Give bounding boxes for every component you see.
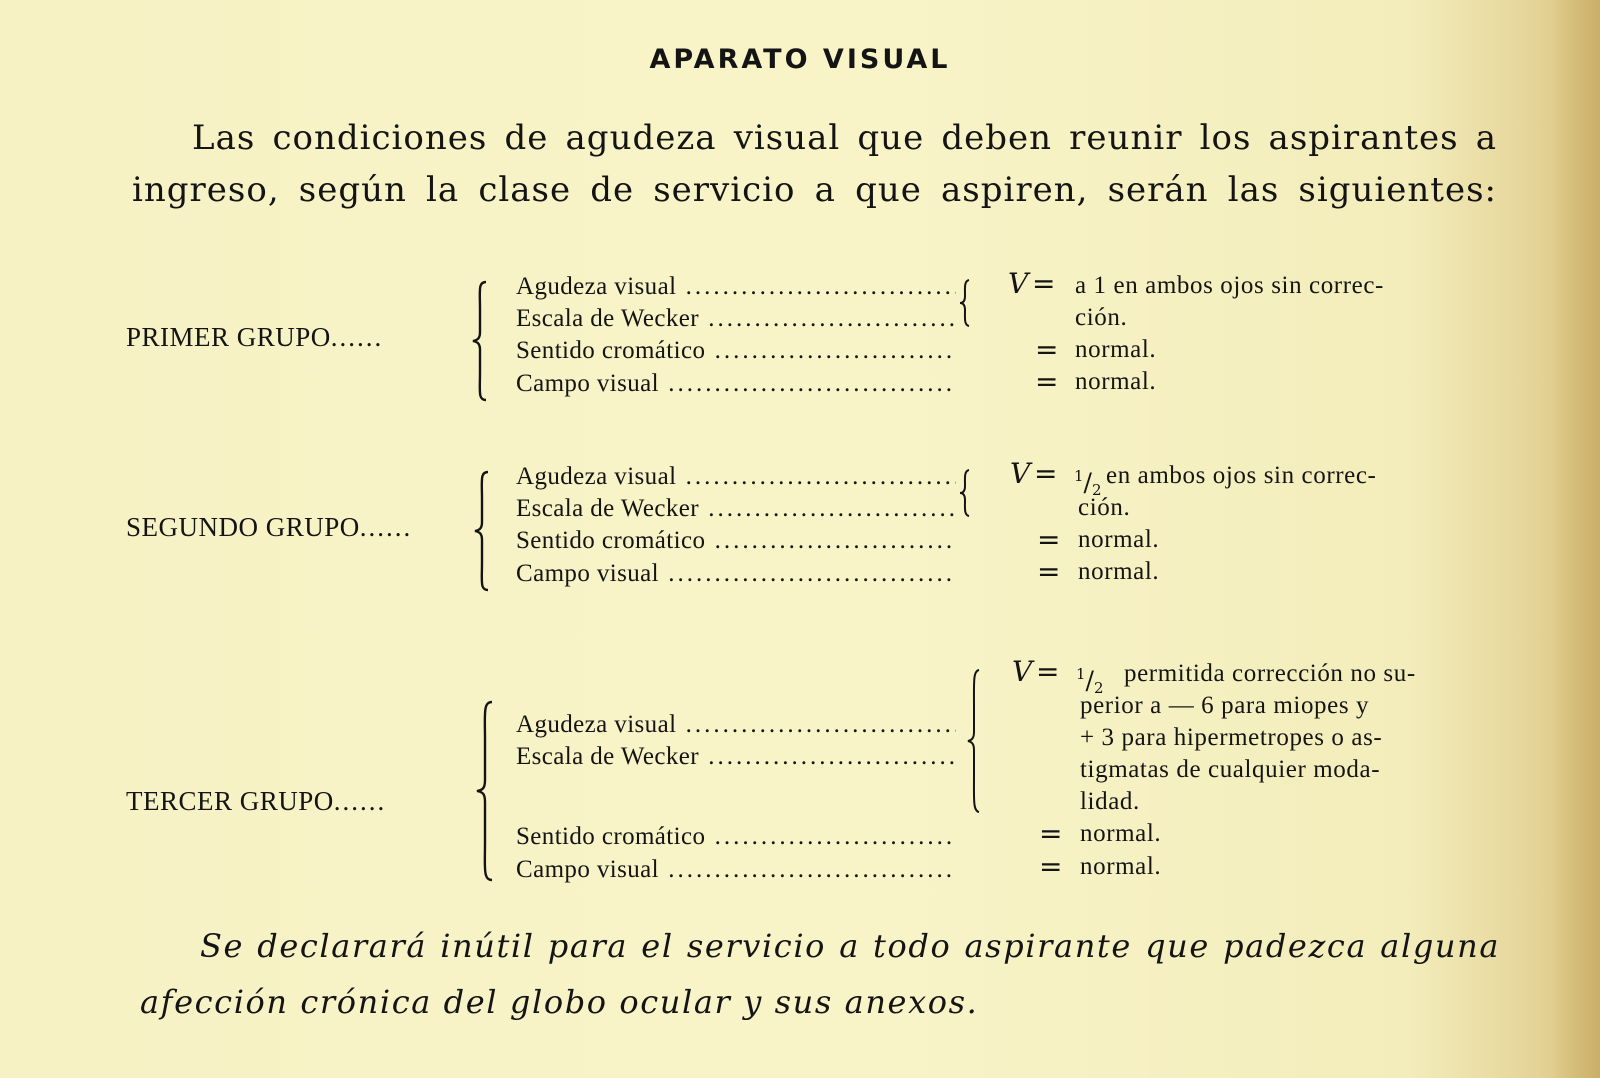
group-3-name: TERCER GRUPO	[126, 786, 334, 816]
group-3-v-value-line-3: + 3 para hipermetropes o as-	[1080, 724, 1383, 751]
group-3-small-brace	[966, 668, 982, 814]
group-3-v-equals: =	[1036, 655, 1060, 688]
group-1-v-value-line-2: ción.	[1075, 304, 1128, 331]
group-3-v-value-line-2: perior a — 6 para miopes y	[1080, 692, 1370, 719]
group-2-item-agudeza: Agudeza visual .....	[516, 460, 956, 494]
group-3-field-value: normal.	[1080, 853, 1162, 880]
group-1-item-cromatico: Sentido cromático .....	[516, 334, 956, 368]
group-2-fraction-den: 2	[1091, 481, 1102, 499]
group-2-field-value: normal.	[1078, 558, 1160, 585]
group-1-small-brace	[958, 278, 972, 328]
group-3-item-wecker: Escala de Wecker .....	[516, 740, 956, 774]
intro-paragraph	[132, 112, 1497, 216]
group-3-fraction-den: 2	[1093, 679, 1104, 697]
group-1-label	[126, 322, 383, 353]
group-1-item-agudeza: Agudeza visual .....	[516, 270, 956, 304]
group-2-small-brace	[958, 468, 972, 518]
group-1-v-symbol: V	[1008, 267, 1029, 300]
group-2-item-wecker: Escala de Wecker .....	[516, 492, 956, 526]
group-3-item-campo: Campo visual .....	[516, 853, 956, 887]
group-2-chromatic-value: normal.	[1078, 526, 1160, 553]
group-3-leader: ......	[333, 786, 387, 816]
closing-line-2: afección crónica del globo ocular y sus anexos.	[140, 983, 979, 1021]
group-1-v-equals: =	[1032, 267, 1056, 300]
group-1-name: PRIMER GRUPO	[126, 322, 331, 352]
group-2-v-value-line-1: en ambos ojos sin correc-	[1106, 462, 1377, 489]
intro-line-1: Las condiciones de agudeza visual que deben reunir los aspirantes a	[192, 118, 1497, 158]
group-2-v-equals: =	[1034, 457, 1058, 490]
group-1-field-equals: =	[1035, 365, 1059, 398]
group-2-item-campo: Campo visual .....	[516, 557, 956, 591]
page-edge-shadow	[1552, 0, 1600, 1078]
intro-line-2: ingreso, según la clase de servicio a que aspiren, serán las siguientes:	[132, 170, 1497, 210]
group-2-v-value-line-2: ción.	[1078, 494, 1131, 521]
group-1-chromatic-equals: =	[1035, 333, 1059, 366]
group-1-leader: ......	[330, 322, 384, 352]
closing-line-1: Se declarará inútil para el servicio a todo aspirante que padezca alguna	[200, 927, 1500, 965]
group-1-brace	[470, 280, 490, 402]
group-2-v-symbol: V	[1010, 457, 1031, 490]
group-3-field-equals: =	[1039, 850, 1063, 883]
group-1-item-wecker: Escala de Wecker .....	[516, 302, 956, 336]
group-3-item-cromatico: Sentido cromático .....	[516, 820, 956, 854]
group-2-label	[126, 512, 412, 543]
group-2-brace	[472, 470, 492, 592]
group-1-item-campo: Campo visual .....	[516, 367, 956, 401]
group-2-chromatic-equals: =	[1037, 523, 1061, 556]
group-3-brace	[474, 700, 496, 882]
group-2-fraction-num: 1	[1074, 467, 1084, 485]
group-3-v-value-line-4: tigmatas de cualquier moda-	[1080, 756, 1381, 783]
closing-paragraph	[140, 918, 1500, 1030]
group-2-item-cromatico: Sentido cromático .....	[516, 524, 956, 558]
group-1-field-value: normal.	[1075, 368, 1157, 395]
group-2-field-equals: =	[1037, 555, 1061, 588]
group-3-fraction-num: 1	[1076, 665, 1086, 683]
group-3-chromatic-equals: =	[1039, 817, 1063, 850]
group-1-chromatic-value: normal.	[1075, 336, 1157, 363]
group-3-chromatic-value: normal.	[1080, 820, 1162, 847]
group-3-fraction: $^1/_2$	[1076, 665, 1104, 697]
group-2-name: SEGUNDO GRUPO	[126, 512, 360, 542]
page-title: APARATO VISUAL	[649, 44, 951, 75]
group-2-fraction: $^1/_2$	[1074, 467, 1102, 499]
group-2-leader: ......	[359, 512, 413, 542]
group-3-label	[126, 786, 386, 817]
group-1-v-value-line-1: a 1 en ambos ojos sin correc-	[1075, 272, 1384, 299]
group-3-v-symbol: V	[1012, 655, 1033, 688]
group-3-v-value-line-5: lidad.	[1080, 788, 1140, 815]
group-3-item-agudeza: Agudeza visual .....	[516, 708, 956, 742]
group-3-v-value-line-1: permitida corrección no su-	[1124, 660, 1416, 687]
